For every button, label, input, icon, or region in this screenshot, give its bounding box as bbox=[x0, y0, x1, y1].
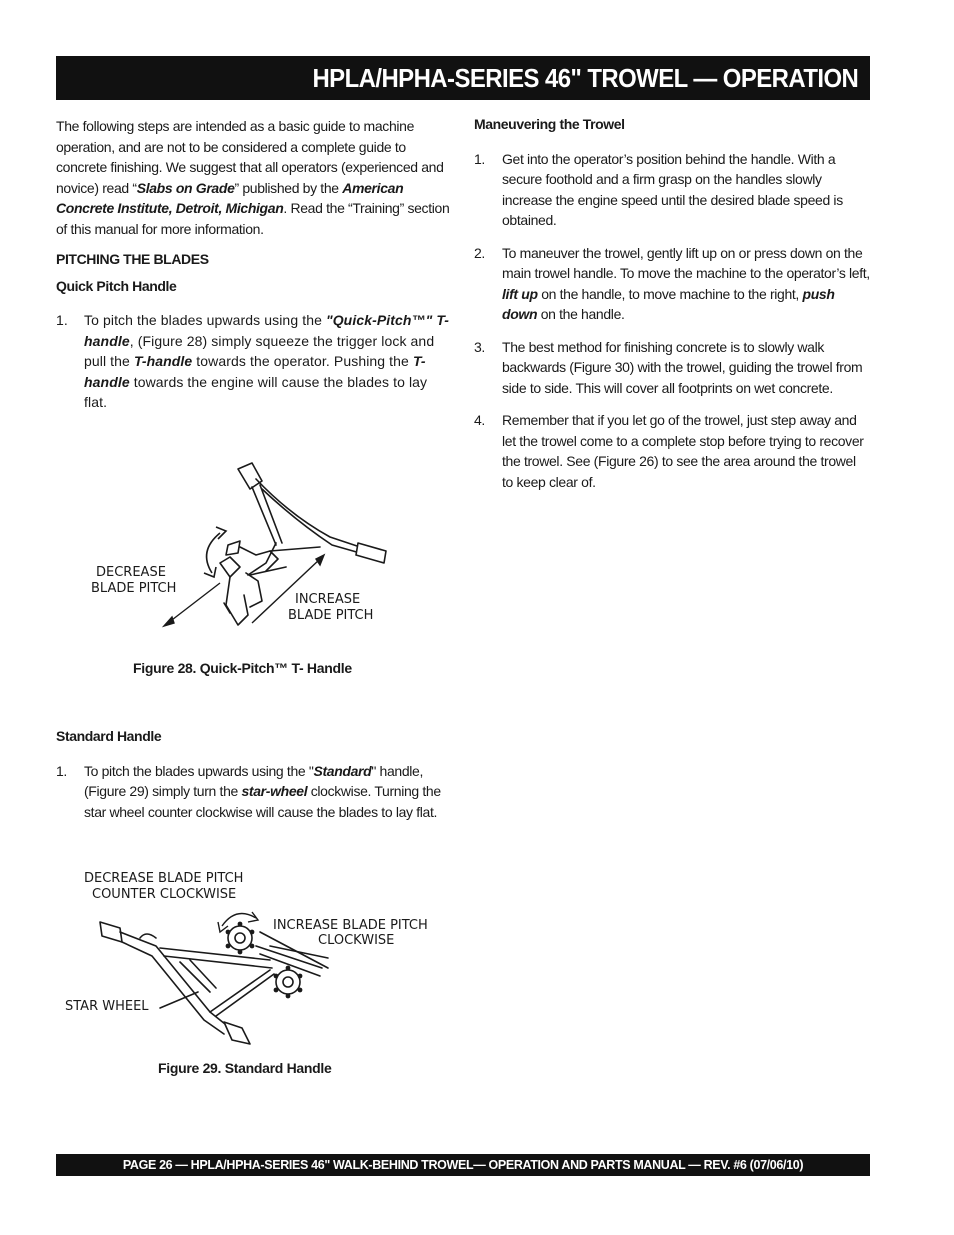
fig29-decrease-label-line2: COUNTER CLOCKWISE bbox=[92, 887, 237, 902]
intro-paragraph bbox=[56, 116, 453, 239]
maneuver-step-3 bbox=[474, 337, 870, 399]
maneuver-step-2 bbox=[474, 243, 870, 325]
quick-pitch-step bbox=[56, 310, 453, 413]
step-text: " handle, (Figure 29) simply turn the bbox=[84, 762, 424, 799]
step-text: To pitch the blades upwards using the bbox=[84, 312, 326, 328]
step-text: To maneuver the trowel, gently lift up on or press down on the main trowel handle. To move the machine to the operator’s left, bbox=[502, 244, 870, 281]
aci-ref: American Concrete Institute, Detroit, Michigan bbox=[56, 179, 404, 216]
step-number: 1. bbox=[56, 762, 67, 779]
step-number: 1. bbox=[474, 150, 485, 167]
fig29-increase-label-line1: INCREASE BLADE PITCH bbox=[273, 918, 428, 933]
step-text: on the handle, to move machine to the right, bbox=[537, 285, 803, 302]
step-number: 1. bbox=[56, 312, 68, 328]
step-text: towards the engine will cause the blades to lay flat. bbox=[84, 373, 428, 410]
fig28-decrease-label-line1: DECREASE bbox=[96, 565, 166, 580]
standard-handle-section bbox=[56, 726, 453, 822]
step-text: clockwise. Turning the star wheel counter clockwise will cause the blades to lay flat. bbox=[84, 783, 441, 820]
step-text: Get into the operator’s position behind the handle. With a secure foothold and a firm grasp on the handles slowly increase the engine speed until the desired blade speed is obtained. bbox=[502, 150, 843, 228]
page-title: HPLA/HPHA-SERIES 46" TROWEL — OPERATION bbox=[312, 63, 858, 93]
fig29-star-wheel-label: STAR WHEEL bbox=[65, 999, 149, 1014]
step-text: To pitch the blades upwards using the " bbox=[84, 762, 314, 779]
intro-text: ” published by the bbox=[234, 179, 343, 196]
page-title-bar bbox=[56, 56, 870, 100]
fig28-increase-label-line1: INCREASE bbox=[295, 592, 361, 607]
standard-ref: Standard bbox=[313, 762, 372, 779]
step-text: Remember that if you let go of the trowel, just step away and let the trowel come to a complete stop before trying to recover the trowel. See (Figure 26) to see the area around the trowel to keep clear of. bbox=[502, 412, 864, 490]
step-text: towards the operator. Pushing the bbox=[192, 353, 413, 369]
right-column bbox=[474, 114, 870, 492]
maneuvering-heading: Maneuvering the Trowel bbox=[474, 116, 625, 132]
standard-handle-heading: Standard Handle bbox=[56, 728, 162, 744]
step-text: on the handle. bbox=[537, 306, 625, 322]
push-down-ref: push down bbox=[502, 285, 835, 322]
standard-handle-step bbox=[56, 761, 453, 823]
quick-pitch-heading: Quick Pitch Handle bbox=[56, 277, 177, 294]
fig29-increase-label-line2: CLOCKWISE bbox=[318, 933, 395, 948]
star-wheel-ref: star-wheel bbox=[241, 783, 308, 799]
step-text: The best method for finishing concrete is to slowly walk backwards (Figure 30) with the trowel, guiding the trowel from side to side. This will cover all footprints on wet concrete. bbox=[502, 338, 863, 396]
step-number: 4. bbox=[474, 412, 485, 428]
maneuver-step-4 bbox=[474, 410, 870, 492]
fig28-decrease-label-line2: BLADE PITCH bbox=[91, 581, 177, 596]
figure-29-caption: Figure 29. Standard Handle bbox=[158, 1060, 332, 1076]
intro-text: . Read the “Training” section of this manual for more information. bbox=[56, 200, 450, 237]
t-handle-ref: T-handle bbox=[84, 353, 426, 390]
figure-29-standard-handle-illustration bbox=[60, 862, 450, 1052]
figure-28-quick-pitch-illustration bbox=[80, 455, 400, 635]
maneuver-step-1 bbox=[474, 149, 870, 231]
page-footer: PAGE 26 — HPLA/HPHA-SERIES 46" WALK-BEHIND TROWEL— OPERATION AND PARTS MANUAL — REV. #6 (07/06/10) bbox=[56, 1154, 870, 1176]
intro-text: The following steps are intended as a basic guide to machine operation, and are not to be considered a complete guide to concrete finishing. We suggest that all operators (experienced and novice) read “ bbox=[56, 118, 444, 196]
fig29-decrease-label-line1: DECREASE BLADE PITCH bbox=[84, 871, 244, 886]
figure-28-caption: Figure 28. Quick-Pitch™ T- Handle bbox=[133, 660, 352, 676]
step-number: 2. bbox=[474, 244, 485, 261]
left-column bbox=[56, 116, 453, 413]
pitching-heading: PITCHING THE BLADES bbox=[56, 251, 209, 267]
step-number: 3. bbox=[474, 338, 485, 355]
t-handle-ref: T-handle bbox=[133, 353, 193, 369]
slabs-on-grade-ref: Slabs on Grade bbox=[136, 179, 235, 196]
lift-up-ref: lift up bbox=[502, 285, 538, 302]
fig28-increase-label-line2: BLADE PITCH bbox=[288, 608, 374, 623]
quick-pitch-ref: "Quick-Pitch™" T-handle bbox=[84, 312, 450, 349]
step-text: , (Figure 28) simply squeeze the trigger lock and pull the bbox=[84, 332, 435, 369]
